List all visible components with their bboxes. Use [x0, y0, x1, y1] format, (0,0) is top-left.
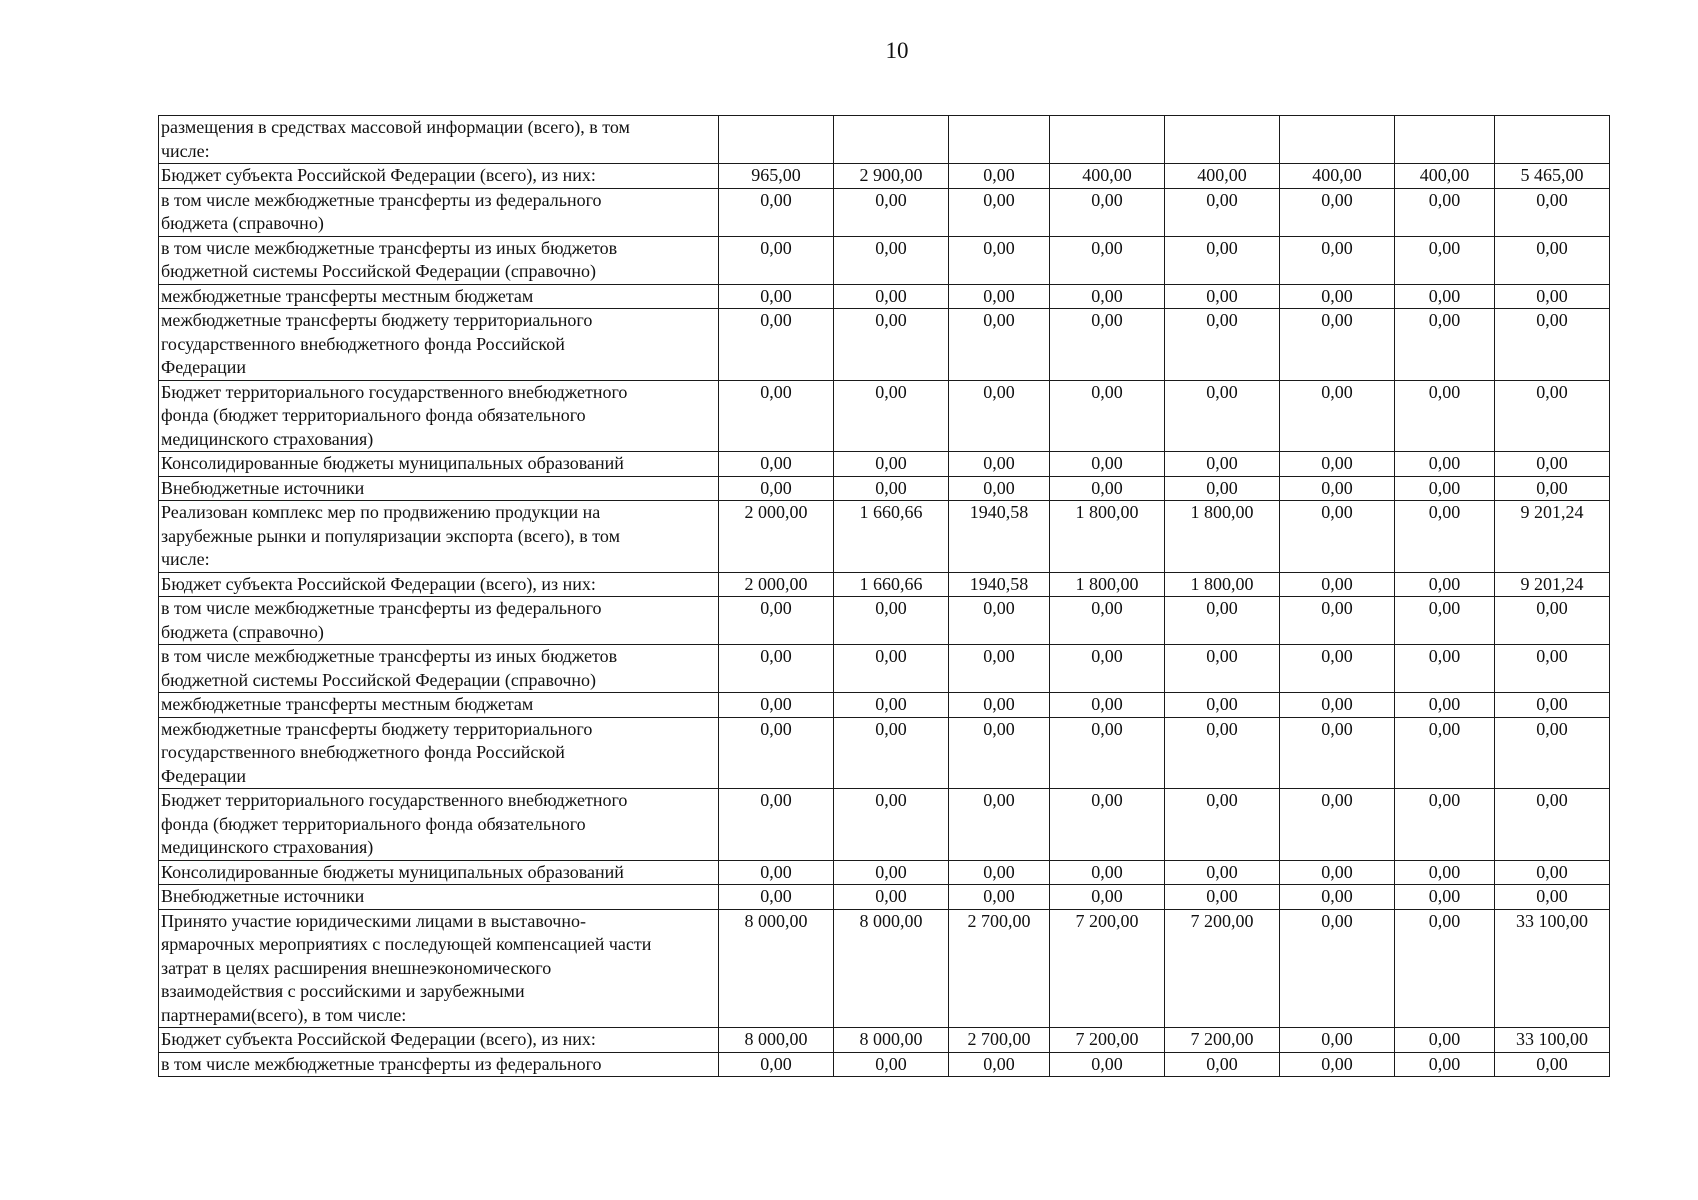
value-cell: 0,00	[719, 717, 834, 789]
value-cell: 0,00	[834, 452, 949, 477]
value-cell: 0,00	[1395, 789, 1495, 861]
row-label: Внебюджетные источники	[159, 476, 719, 501]
value-cell: 0,00	[1280, 188, 1395, 236]
value-cell: 0,00	[1280, 717, 1395, 789]
table-row	[159, 309, 1610, 381]
value-cell: 0,00	[719, 885, 834, 910]
value-cell: 0,00	[1495, 693, 1610, 718]
value-cell: 1 800,00	[1165, 501, 1280, 573]
value-cell: 2 000,00	[719, 501, 834, 573]
value-cell: 0,00	[719, 860, 834, 885]
value-cell: 0,00	[1395, 452, 1495, 477]
value-cell: 0,00	[1495, 860, 1610, 885]
value-cell: 0,00	[1495, 1052, 1610, 1077]
page-number: 10	[885, 38, 909, 63]
row-label: Бюджет субъекта Российской Федерации (всего), из них:	[159, 572, 719, 597]
value-cell: 0,00	[1050, 380, 1165, 452]
value-cell: 0,00	[1495, 476, 1610, 501]
table-body	[159, 116, 1610, 1077]
value-cell: 0,00	[1165, 717, 1280, 789]
table-row	[159, 188, 1610, 236]
value-cell: 0,00	[1280, 885, 1395, 910]
value-cell: 0,00	[1165, 452, 1280, 477]
value-cell: 0,00	[1165, 236, 1280, 284]
value-cell: 0,00	[949, 597, 1050, 645]
value-cell: 2 900,00	[834, 164, 949, 189]
value-cell: 0,00	[1395, 188, 1495, 236]
value-cell: 0,00	[1395, 1028, 1495, 1053]
value-cell: 0,00	[834, 284, 949, 309]
value-cell: 0,00	[949, 860, 1050, 885]
row-label: Бюджет территориального государственного внебюджетного фонда (бюджет территориального фонда обязательного медицинского страхования)	[159, 789, 719, 861]
value-cell: 0,00	[1165, 188, 1280, 236]
value-cell: 0,00	[1165, 645, 1280, 693]
row-label: межбюджетные трансферты местным бюджетам	[159, 693, 719, 718]
value-cell	[949, 116, 1050, 164]
value-cell: 7 200,00	[1165, 909, 1280, 1028]
value-cell: 0,00	[719, 597, 834, 645]
value-cell	[1050, 116, 1165, 164]
value-cell: 0,00	[949, 188, 1050, 236]
value-cell: 0,00	[719, 309, 834, 381]
value-cell: 0,00	[1280, 645, 1395, 693]
table-row	[159, 909, 1610, 1028]
value-cell: 0,00	[1395, 909, 1495, 1028]
value-cell: 0,00	[1165, 380, 1280, 452]
value-cell: 0,00	[1165, 284, 1280, 309]
table-row	[159, 885, 1610, 910]
value-cell: 0,00	[1395, 309, 1495, 381]
value-cell: 965,00	[719, 164, 834, 189]
value-cell: 0,00	[1395, 885, 1495, 910]
value-cell: 0,00	[1280, 380, 1395, 452]
value-cell: 0,00	[949, 885, 1050, 910]
value-cell: 0,00	[1495, 717, 1610, 789]
value-cell: 0,00	[1050, 789, 1165, 861]
value-cell: 0,00	[1395, 284, 1495, 309]
value-cell: 0,00	[1495, 645, 1610, 693]
value-cell: 0,00	[1050, 597, 1165, 645]
value-cell: 33 100,00	[1495, 909, 1610, 1028]
value-cell: 1 660,66	[834, 501, 949, 573]
value-cell: 0,00	[1495, 789, 1610, 861]
value-cell: 0,00	[834, 1052, 949, 1077]
value-cell: 9 201,24	[1495, 572, 1610, 597]
row-label: в том числе межбюджетные трансферты из иных бюджетов бюджетной системы Российской Федерации (справочно)	[159, 645, 719, 693]
row-label: размещения в средствах массовой информации (всего), в том числе:	[159, 116, 719, 164]
value-cell: 0,00	[1395, 597, 1495, 645]
value-cell: 1 660,66	[834, 572, 949, 597]
value-cell: 0,00	[949, 476, 1050, 501]
table-row	[159, 236, 1610, 284]
table-row	[159, 717, 1610, 789]
value-cell: 0,00	[1280, 284, 1395, 309]
value-cell: 0,00	[719, 789, 834, 861]
value-cell: 0,00	[834, 860, 949, 885]
value-cell: 7 200,00	[1050, 909, 1165, 1028]
value-cell: 1 800,00	[1050, 572, 1165, 597]
value-cell: 0,00	[1050, 645, 1165, 693]
value-cell: 0,00	[1395, 380, 1495, 452]
value-cell: 0,00	[834, 188, 949, 236]
row-label: в том числе межбюджетные трансферты из федерального	[159, 1052, 719, 1077]
value-cell: 0,00	[1050, 309, 1165, 381]
value-cell: 0,00	[719, 188, 834, 236]
value-cell: 0,00	[1280, 236, 1395, 284]
value-cell: 0,00	[719, 452, 834, 477]
value-cell: 0,00	[1495, 452, 1610, 477]
value-cell: 0,00	[1280, 309, 1395, 381]
value-cell: 0,00	[1280, 572, 1395, 597]
row-label: Бюджет субъекта Российской Федерации (всего), из них:	[159, 164, 719, 189]
row-label: межбюджетные трансферты местным бюджетам	[159, 284, 719, 309]
row-label: Внебюджетные источники	[159, 885, 719, 910]
value-cell: 0,00	[1280, 693, 1395, 718]
value-cell: 0,00	[834, 885, 949, 910]
value-cell: 0,00	[949, 693, 1050, 718]
row-label: Бюджет субъекта Российской Федерации (всего), из них:	[159, 1028, 719, 1053]
value-cell: 1940,58	[949, 501, 1050, 573]
table-row	[159, 572, 1610, 597]
value-cell: 0,00	[1165, 309, 1280, 381]
row-label: в том числе межбюджетные трансферты из федерального бюджета (справочно)	[159, 597, 719, 645]
table-row	[159, 1052, 1610, 1077]
value-cell: 8 000,00	[834, 1028, 949, 1053]
value-cell: 0,00	[949, 789, 1050, 861]
value-cell: 0,00	[949, 236, 1050, 284]
table-row	[159, 789, 1610, 861]
value-cell: 0,00	[719, 645, 834, 693]
value-cell: 0,00	[1395, 693, 1495, 718]
value-cell: 0,00	[719, 476, 834, 501]
value-cell: 0,00	[1280, 1028, 1395, 1053]
value-cell: 0,00	[719, 236, 834, 284]
value-cell: 0,00	[949, 1052, 1050, 1077]
value-cell: 0,00	[1165, 860, 1280, 885]
value-cell: 400,00	[1280, 164, 1395, 189]
value-cell: 0,00	[949, 380, 1050, 452]
table-row	[159, 597, 1610, 645]
value-cell: 0,00	[1050, 188, 1165, 236]
value-cell	[834, 116, 949, 164]
table-row	[159, 501, 1610, 573]
value-cell: 0,00	[1280, 860, 1395, 885]
value-cell: 0,00	[949, 452, 1050, 477]
value-cell: 0,00	[1165, 1052, 1280, 1077]
value-cell: 0,00	[1395, 501, 1495, 573]
budget-table	[158, 115, 1610, 1077]
value-cell: 0,00	[1050, 860, 1165, 885]
value-cell: 0,00	[1280, 909, 1395, 1028]
value-cell: 0,00	[1280, 789, 1395, 861]
value-cell: 0,00	[1050, 693, 1165, 718]
value-cell: 0,00	[1165, 885, 1280, 910]
value-cell: 0,00	[1495, 188, 1610, 236]
value-cell: 0,00	[1395, 236, 1495, 284]
value-cell: 0,00	[1280, 476, 1395, 501]
value-cell: 0,00	[1495, 236, 1610, 284]
value-cell: 1 800,00	[1165, 572, 1280, 597]
value-cell: 0,00	[1280, 1052, 1395, 1077]
value-cell	[1165, 116, 1280, 164]
value-cell: 1 800,00	[1050, 501, 1165, 573]
value-cell: 0,00	[719, 380, 834, 452]
table-row	[159, 164, 1610, 189]
value-cell: 0,00	[1050, 452, 1165, 477]
value-cell: 0,00	[834, 236, 949, 284]
value-cell: 8 000,00	[834, 909, 949, 1028]
value-cell	[1395, 116, 1495, 164]
value-cell: 2 700,00	[949, 1028, 1050, 1053]
value-cell: 0,00	[1050, 885, 1165, 910]
value-cell: 400,00	[1165, 164, 1280, 189]
value-cell: 0,00	[1495, 284, 1610, 309]
value-cell: 0,00	[834, 693, 949, 718]
table-row	[159, 452, 1610, 477]
value-cell: 0,00	[1050, 236, 1165, 284]
value-cell: 0,00	[834, 645, 949, 693]
value-cell: 9 201,24	[1495, 501, 1610, 573]
value-cell: 0,00	[949, 164, 1050, 189]
value-cell: 33 100,00	[1495, 1028, 1610, 1053]
table-row	[159, 1028, 1610, 1053]
value-cell: 0,00	[1165, 597, 1280, 645]
row-label: Консолидированные бюджеты муниципальных образований	[159, 860, 719, 885]
value-cell: 400,00	[1395, 164, 1495, 189]
value-cell	[1495, 116, 1610, 164]
value-cell: 0,00	[834, 789, 949, 861]
value-cell: 0,00	[1495, 885, 1610, 910]
value-cell: 0,00	[1280, 597, 1395, 645]
value-cell: 0,00	[1280, 452, 1395, 477]
row-label: в том числе межбюджетные трансферты из иных бюджетов бюджетной системы Российской Федерации (справочно)	[159, 236, 719, 284]
value-cell	[719, 116, 834, 164]
table-row	[159, 380, 1610, 452]
table-row	[159, 645, 1610, 693]
table-row	[159, 116, 1610, 164]
value-cell: 0,00	[1495, 597, 1610, 645]
value-cell: 0,00	[834, 597, 949, 645]
value-cell: 0,00	[719, 284, 834, 309]
value-cell: 8 000,00	[719, 909, 834, 1028]
value-cell: 400,00	[1050, 164, 1165, 189]
value-cell: 0,00	[1395, 1052, 1495, 1077]
value-cell: 0,00	[1165, 789, 1280, 861]
row-label: Бюджет территориального государственного внебюджетного фонда (бюджет территориального фонда обязательного медицинского страхования)	[159, 380, 719, 452]
value-cell: 0,00	[1495, 309, 1610, 381]
table-row	[159, 860, 1610, 885]
value-cell: 0,00	[1050, 717, 1165, 789]
value-cell: 0,00	[1395, 572, 1495, 597]
value-cell: 0,00	[949, 645, 1050, 693]
value-cell: 0,00	[949, 284, 1050, 309]
value-cell: 0,00	[834, 380, 949, 452]
value-cell: 0,00	[1050, 1052, 1165, 1077]
value-cell: 0,00	[834, 717, 949, 789]
value-cell: 0,00	[834, 476, 949, 501]
table-row	[159, 284, 1610, 309]
value-cell: 2 000,00	[719, 572, 834, 597]
value-cell: 0,00	[719, 693, 834, 718]
value-cell: 0,00	[1395, 476, 1495, 501]
value-cell: 0,00	[949, 717, 1050, 789]
table-row	[159, 476, 1610, 501]
value-cell: 0,00	[949, 309, 1050, 381]
row-label: в том числе межбюджетные трансферты из федерального бюджета (справочно)	[159, 188, 719, 236]
row-label: межбюджетные трансферты бюджету территориального государственного внебюджетного фонда Российской Федерации	[159, 309, 719, 381]
value-cell: 8 000,00	[719, 1028, 834, 1053]
value-cell: 0,00	[1165, 476, 1280, 501]
value-cell: 0,00	[1050, 476, 1165, 501]
value-cell: 0,00	[1280, 501, 1395, 573]
row-label: Принято участие юридическими лицами в выставочно- ярмарочных мероприятиях с последующей компенсацией части затрат в целях расширения внешнеэкономического взаимодействия с российскими и зарубежными партнерами(всего), в том числе:	[159, 909, 719, 1028]
value-cell: 2 700,00	[949, 909, 1050, 1028]
value-cell: 0,00	[719, 1052, 834, 1077]
value-cell: 0,00	[1495, 380, 1610, 452]
value-cell: 7 200,00	[1050, 1028, 1165, 1053]
value-cell: 5 465,00	[1495, 164, 1610, 189]
value-cell: 0,00	[1395, 645, 1495, 693]
row-label: Реализован комплекс мер по продвижению продукции на зарубежные рынки и популяризации экспорта (всего), в том числе:	[159, 501, 719, 573]
value-cell: 0,00	[1395, 860, 1495, 885]
value-cell: 0,00	[834, 309, 949, 381]
value-cell: 0,00	[1050, 284, 1165, 309]
value-cell: 0,00	[1395, 717, 1495, 789]
row-label: Консолидированные бюджеты муниципальных образований	[159, 452, 719, 477]
value-cell: 7 200,00	[1165, 1028, 1280, 1053]
row-label: межбюджетные трансферты бюджету территориального государственного внебюджетного фонда Российской Федерации	[159, 717, 719, 789]
value-cell: 0,00	[1165, 693, 1280, 718]
table-row	[159, 693, 1610, 718]
value-cell	[1280, 116, 1395, 164]
value-cell: 1940,58	[949, 572, 1050, 597]
